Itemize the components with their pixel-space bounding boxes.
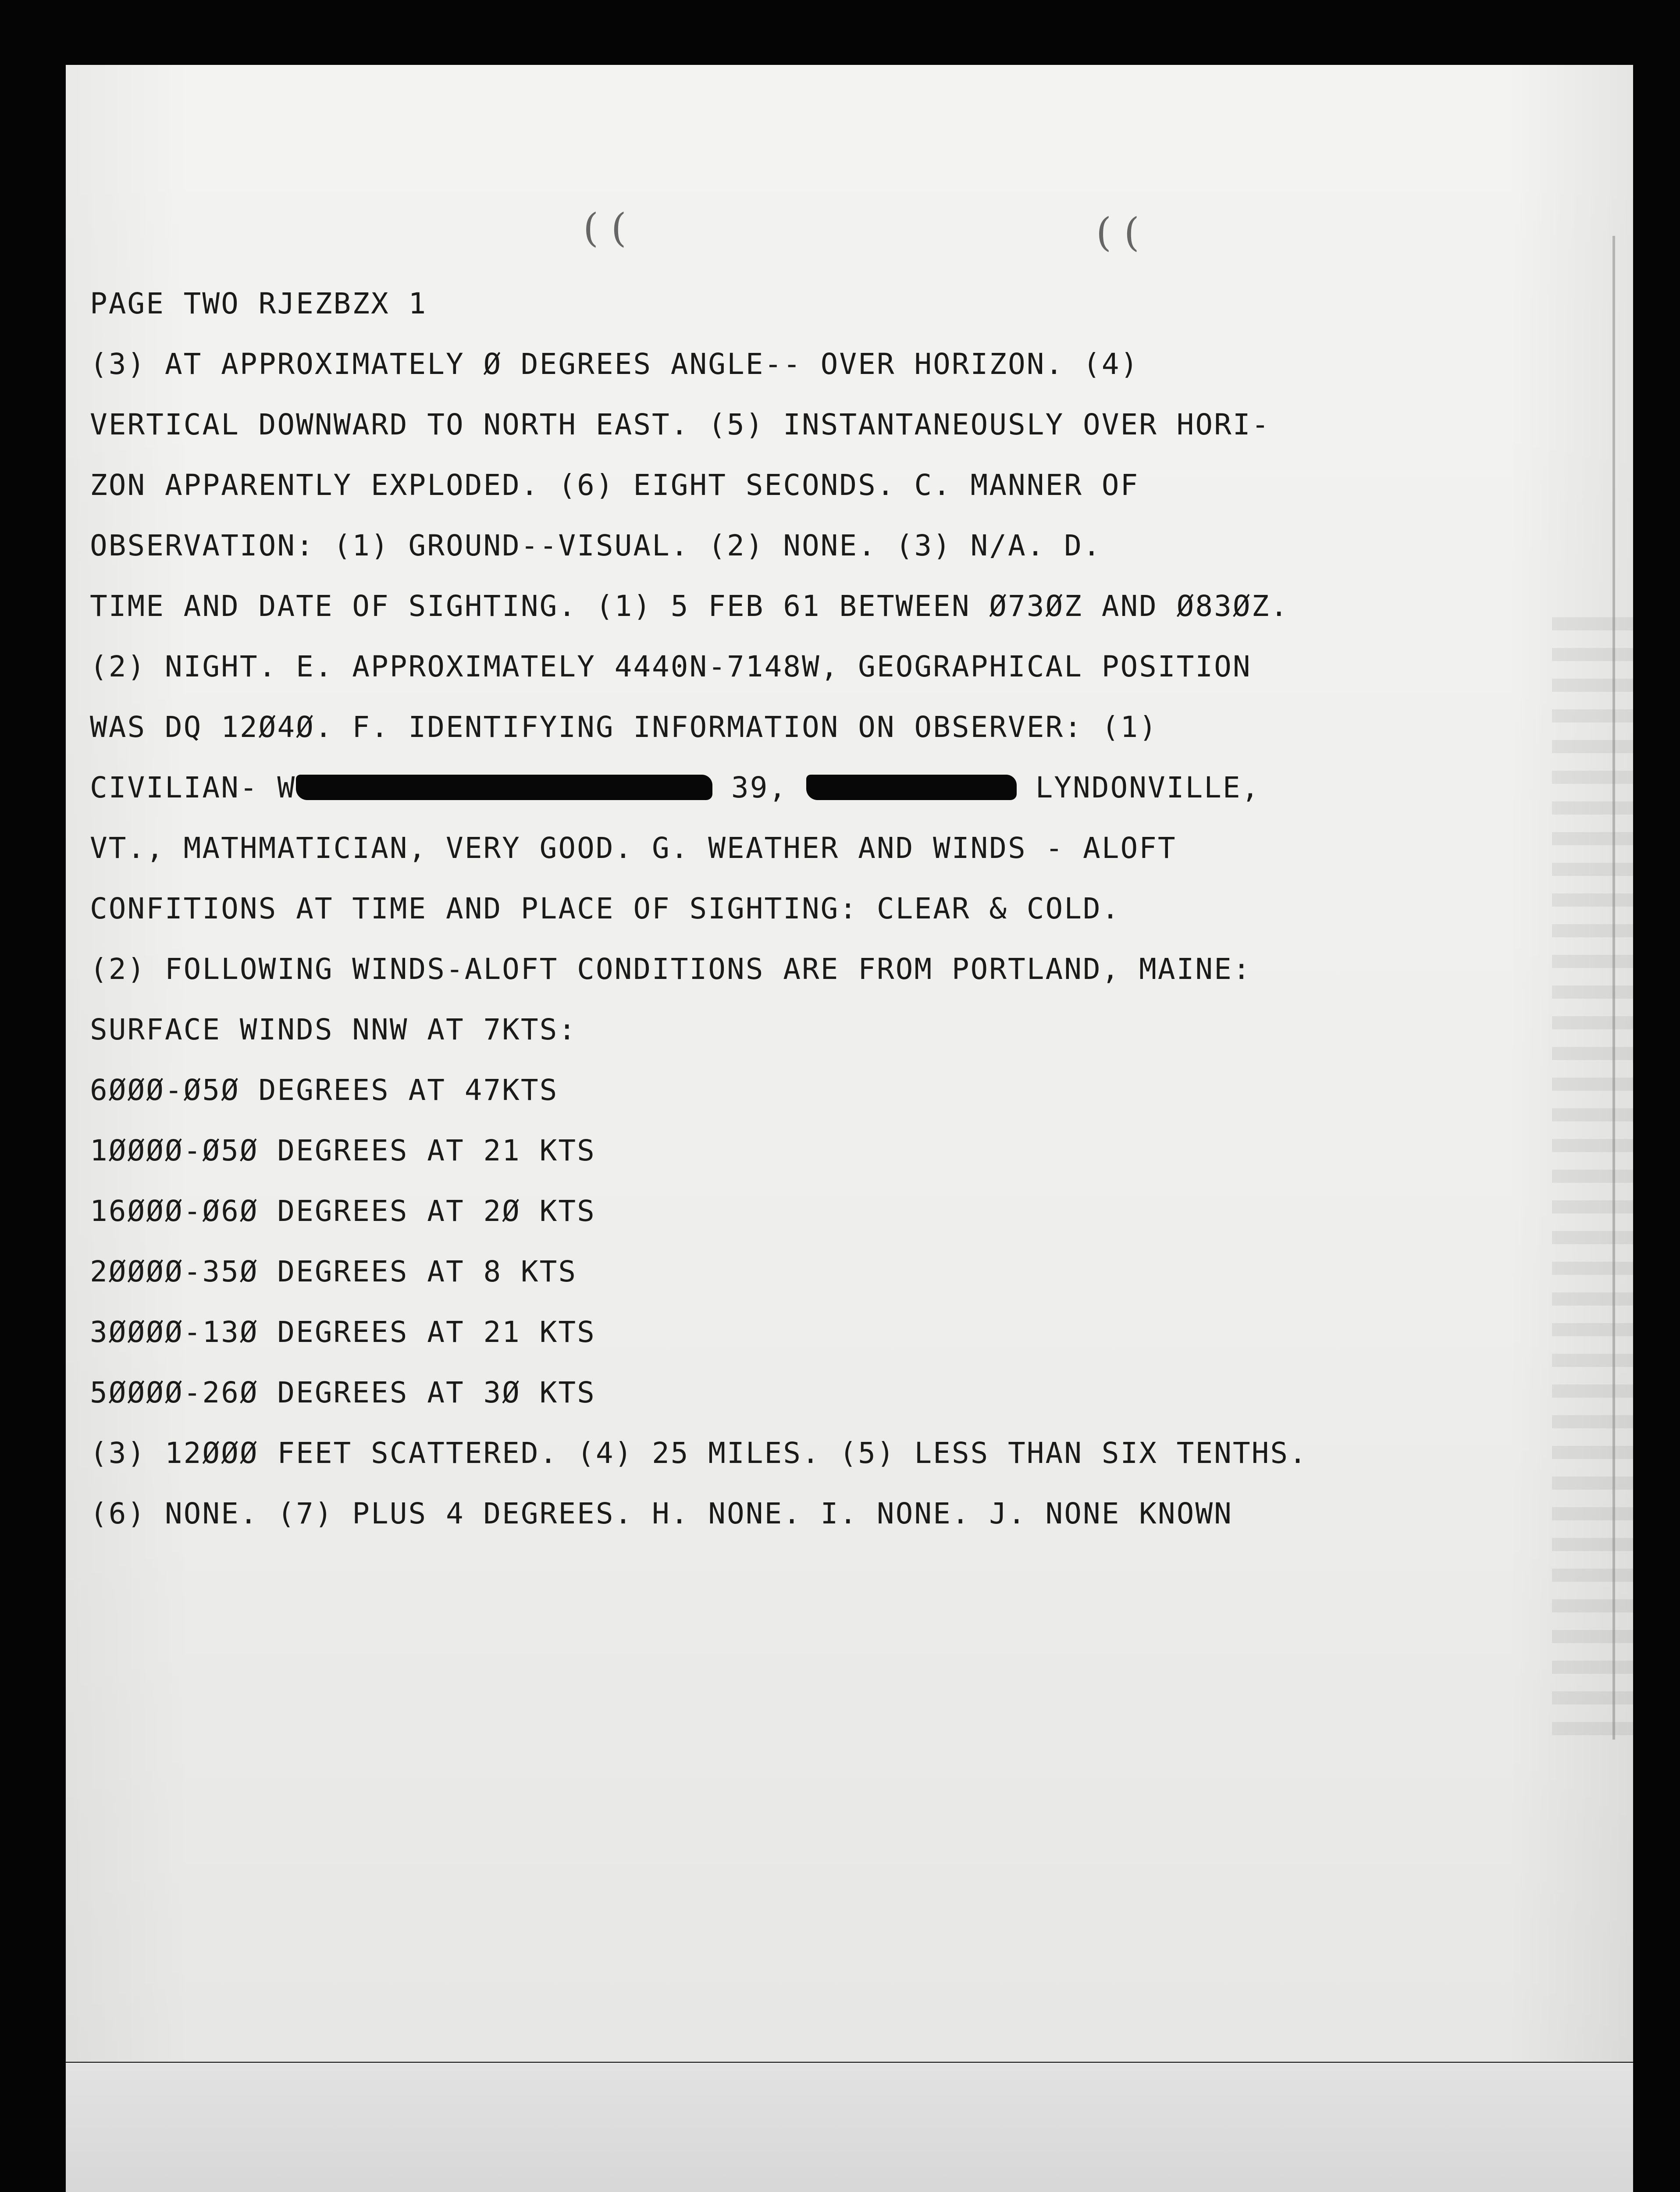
redaction-bar	[806, 775, 1017, 800]
winds-row: 5ØØØØ-26Ø DEGREES AT 3Ø KTS	[90, 1376, 596, 1409]
text-line: (2) FOLLOWING WINDS-ALOFT CONDITIONS ARE FROM PORTLAND, MAINE:	[90, 952, 1252, 986]
page-header: PAGE TWO RJEZBZX 1	[90, 287, 427, 320]
text-line: WAS DQ 12Ø4Ø. F. IDENTIFYING INFORMATION ON OBSERVER: (1)	[90, 710, 1158, 744]
civilian-line	[90, 773, 1260, 802]
text-line: OBSERVATION: (1) GROUND--VISUAL. (2) NONE. (3) N/A. D.	[90, 529, 1102, 562]
text-line: (6) NONE. (7) PLUS 4 DEGREES. H. NONE. I. NONE. J. NONE KNOWN	[90, 1497, 1233, 1530]
lower-page-edge	[66, 2063, 1633, 2192]
text-line: ZON APPARENTLY EXPLODED. (6) EIGHT SECONDS. C. MANNER OF	[90, 468, 1139, 502]
document-text	[90, 287, 1308, 1530]
winds-row: 16ØØØ-Ø6Ø DEGREES AT 2Ø KTS	[90, 1194, 596, 1228]
text-line: VERTICAL DOWNWARD TO NORTH EAST. (5) INSTANTANEOUSLY OVER HORI-	[90, 408, 1271, 441]
text-line: SURFACE WINDS NNW AT 7KTS:	[90, 1013, 577, 1046]
winds-row: 6ØØØ-Ø5Ø DEGREES AT 47KTS	[90, 1073, 559, 1107]
text-line: VT., MATHMATICIAN, VERY GOOD. G. WEATHER AND WINDS - ALOFT	[90, 831, 1177, 865]
observer-town: LYNDONVILLE,	[1035, 771, 1260, 804]
text-line: (2) NIGHT. E. APPROXIMATELY 4440N-7148W, GEOGRAPHICAL POSITION	[90, 650, 1252, 683]
bleed-through-text	[1552, 600, 1680, 1740]
winds-row: 3ØØØØ-13Ø DEGREES AT 21 KTS	[90, 1315, 596, 1349]
punch-mark: ( (	[1096, 210, 1139, 256]
winds-row: 2ØØØØ-35Ø DEGREES AT 8 KTS	[90, 1255, 577, 1288]
text-line: (3) 12ØØØ FEET SCATTERED. (4) 25 MILES. (5) LESS THAN SIX TENTHS.	[90, 1436, 1308, 1470]
winds-row: 1ØØØØ-Ø5Ø DEGREES AT 21 KTS	[90, 1134, 596, 1167]
civilian-prefix: CIVILIAN- W	[90, 771, 296, 804]
redaction-bar	[296, 775, 712, 800]
page-edge-line	[1612, 236, 1615, 1740]
text-line: (3) AT APPROXIMATELY Ø DEGREES ANGLE-- OVER HORIZON. (4)	[90, 347, 1139, 381]
text-line: TIME AND DATE OF SIGHTING. (1) 5 FEB 61 BETWEEN Ø73ØZ AND Ø83ØZ.	[90, 589, 1289, 623]
punch-mark: ( (	[583, 205, 626, 251]
observer-age: 39,	[731, 771, 788, 804]
text-line: CONFITIONS AT TIME AND PLACE OF SIGHTING: CLEAR & COLD.	[90, 892, 1121, 925]
